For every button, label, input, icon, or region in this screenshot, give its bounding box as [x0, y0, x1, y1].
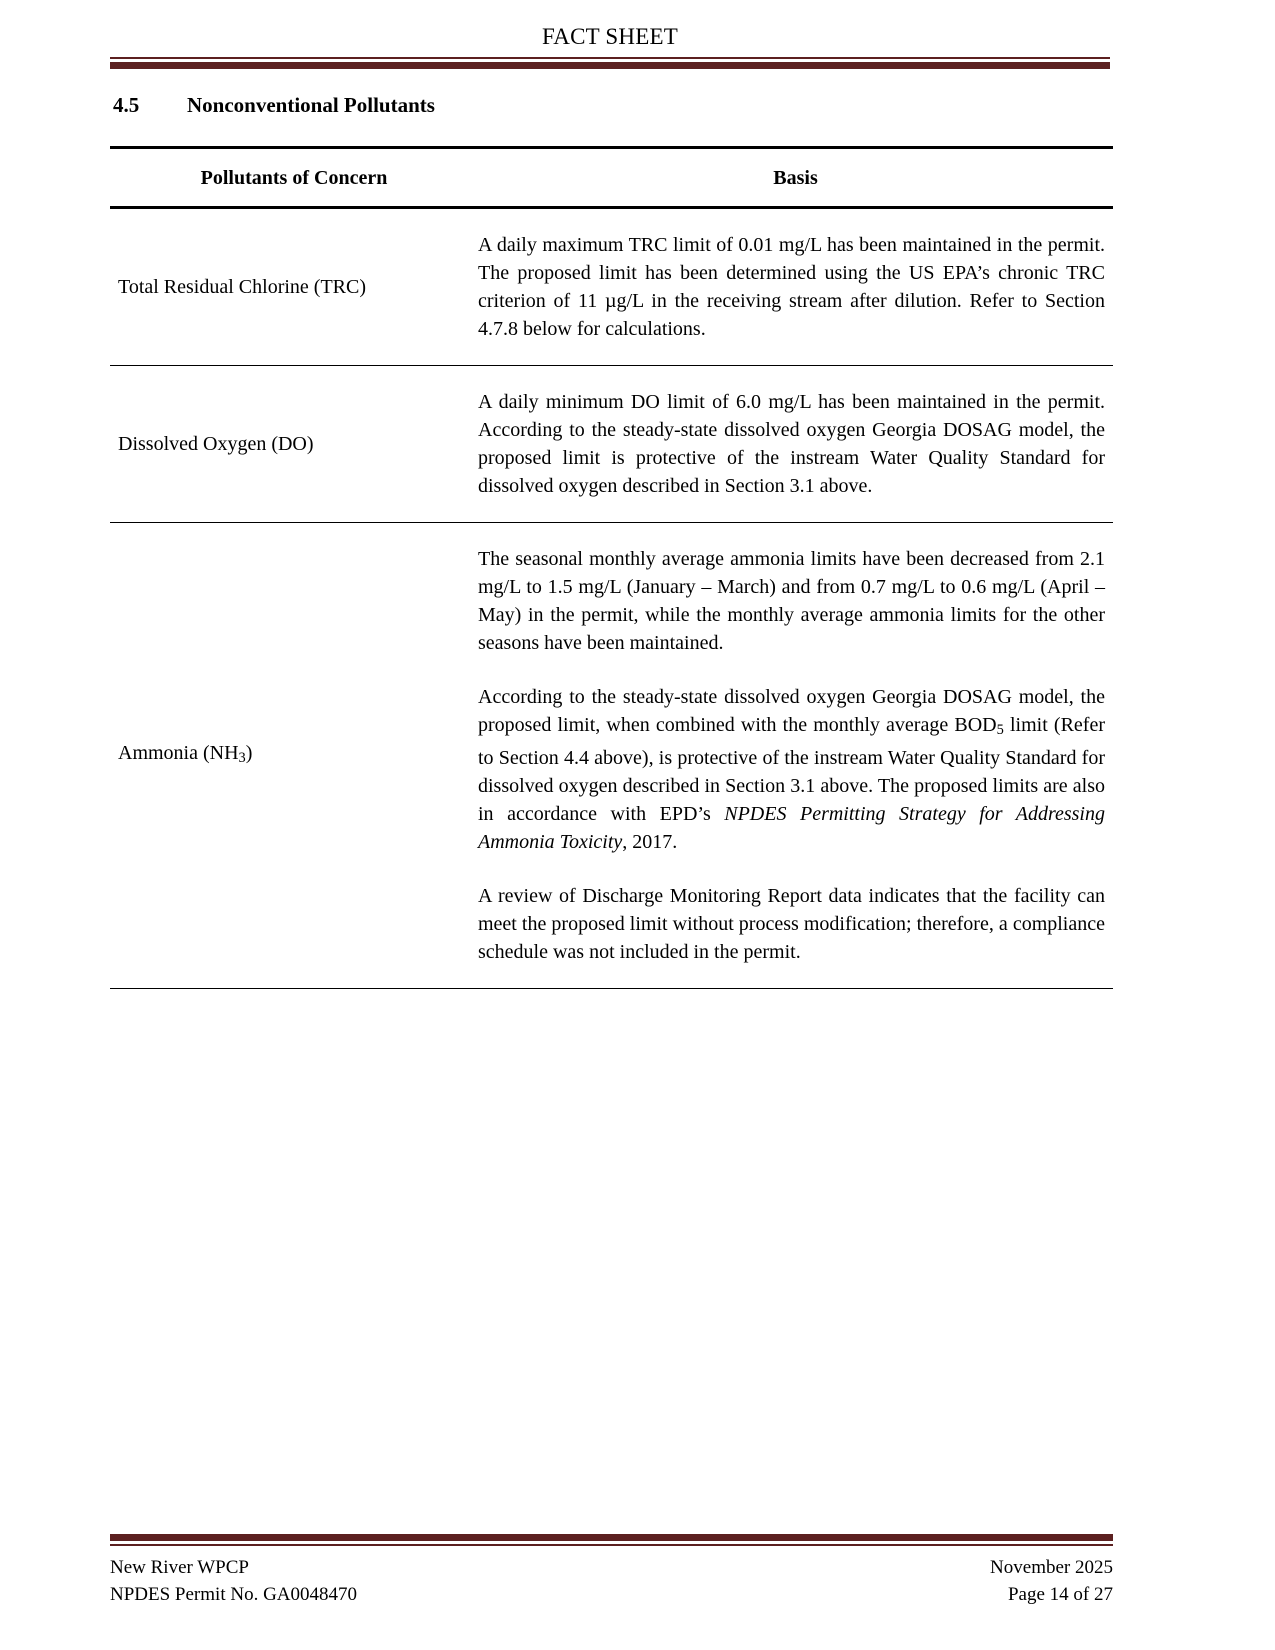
- table-row: [110, 366, 1113, 523]
- page-header: [110, 22, 1110, 69]
- basis-paragraph-3: A review of Discharge Monitoring Report data indicates that the facility can meet the proposed limit without process modification; therefore, a compliance schedule was not included in the permit.: [478, 885, 1105, 964]
- basis-text-part3: , 2017.: [622, 831, 678, 854]
- header-title: FACT SHEET: [542, 24, 678, 49]
- pollutants-table: [110, 146, 1113, 989]
- basis-text-part1: According to the steady-state dissolved oxygen Georgia DOSAG model, the proposed limit, when combined with the monthly average BOD: [478, 686, 1105, 736]
- basis-cell-ammonia: [478, 523, 1113, 989]
- basis-text-part2: limit (Refer to Section 4.4 above), is protective of the instream Water Quality Standard for dissolved oxygen described in Section 3.1 above. The proposed limits are also in accordance with EPD’s: [478, 714, 1105, 826]
- footer-permit-number: NPDES Permit No. GA0048470: [110, 1584, 358, 1605]
- pollutant-name-subscript: 3: [238, 750, 246, 767]
- basis-cell-do: [478, 366, 1113, 523]
- footer-page-number: Page 14 of 27: [1007, 1584, 1113, 1605]
- table-row: [110, 208, 1113, 366]
- footer-text-block: [110, 1554, 1113, 1608]
- pollutant-name-suffix: ): [245, 742, 253, 764]
- table-header: [110, 148, 1113, 208]
- footer-rule-thick: [110, 1534, 1113, 1541]
- pollutants-table-container: [110, 146, 1113, 989]
- bod-subscript: 5: [996, 722, 1004, 739]
- pollutant-name-ammonia: [110, 523, 478, 989]
- footer-date: November 2025: [990, 1557, 1113, 1578]
- table-row: [110, 523, 1113, 989]
- column-header-basis: Basis: [478, 148, 1113, 208]
- italic-document-title: NPDES Permitting Strategy for Addressing Ammonia Toxicity: [478, 803, 1105, 854]
- basis-paragraph: A daily maximum TRC limit of 0.01 mg/L has been maintained in the permit. The proposed limit has been determined using the US EPA’s chronic TRC criterion of 11 µg/L in the receiving stream after dilution. Refer to Section 4.7.8 below for calculations.: [478, 234, 1105, 340]
- footer-rule-thin: [110, 1544, 1113, 1546]
- footer-row-1: [110, 1554, 1113, 1581]
- section-number: 4.5: [113, 93, 140, 117]
- column-header-pollutants: Pollutants of Concern: [110, 148, 478, 208]
- basis-paragraph-2: [478, 683, 1105, 856]
- footer-facility-name: New River WPCP: [110, 1557, 249, 1578]
- table-header-row: [110, 148, 1113, 208]
- section-title: Nonconventional Pollutants: [187, 93, 435, 117]
- page-footer: [110, 1534, 1113, 1608]
- pollutant-name-prefix: Ammonia (NH: [118, 742, 239, 764]
- basis-cell-trc: [478, 208, 1113, 366]
- basis-paragraph: A daily minimum DO limit of 6.0 mg/L has been maintained in the permit. According to the steady-state dissolved oxygen Georgia DOSAG model, the proposed limit is protective of the instream Water Quality Standard for dissolved oxygen described in Section 3.1 above.: [478, 391, 1105, 497]
- section-heading: [113, 92, 1113, 118]
- basis-paragraph-1: The seasonal monthly average ammonia limits have been decreased from 2.1 mg/L to 1.5 mg/L (January – March) and from 0.7 mg/L to 0.6 mg/L (April – May) in the permit, while the monthly average ammonia limits for the other seasons have been maintained.: [478, 548, 1105, 654]
- table-body: [110, 208, 1113, 989]
- pollutant-name-trc: Total Residual Chlorine (TRC): [110, 208, 478, 366]
- header-rule-thick: [110, 62, 1110, 69]
- pollutant-name-do: Dissolved Oxygen (DO): [110, 366, 478, 523]
- footer-row-2: [110, 1581, 1113, 1608]
